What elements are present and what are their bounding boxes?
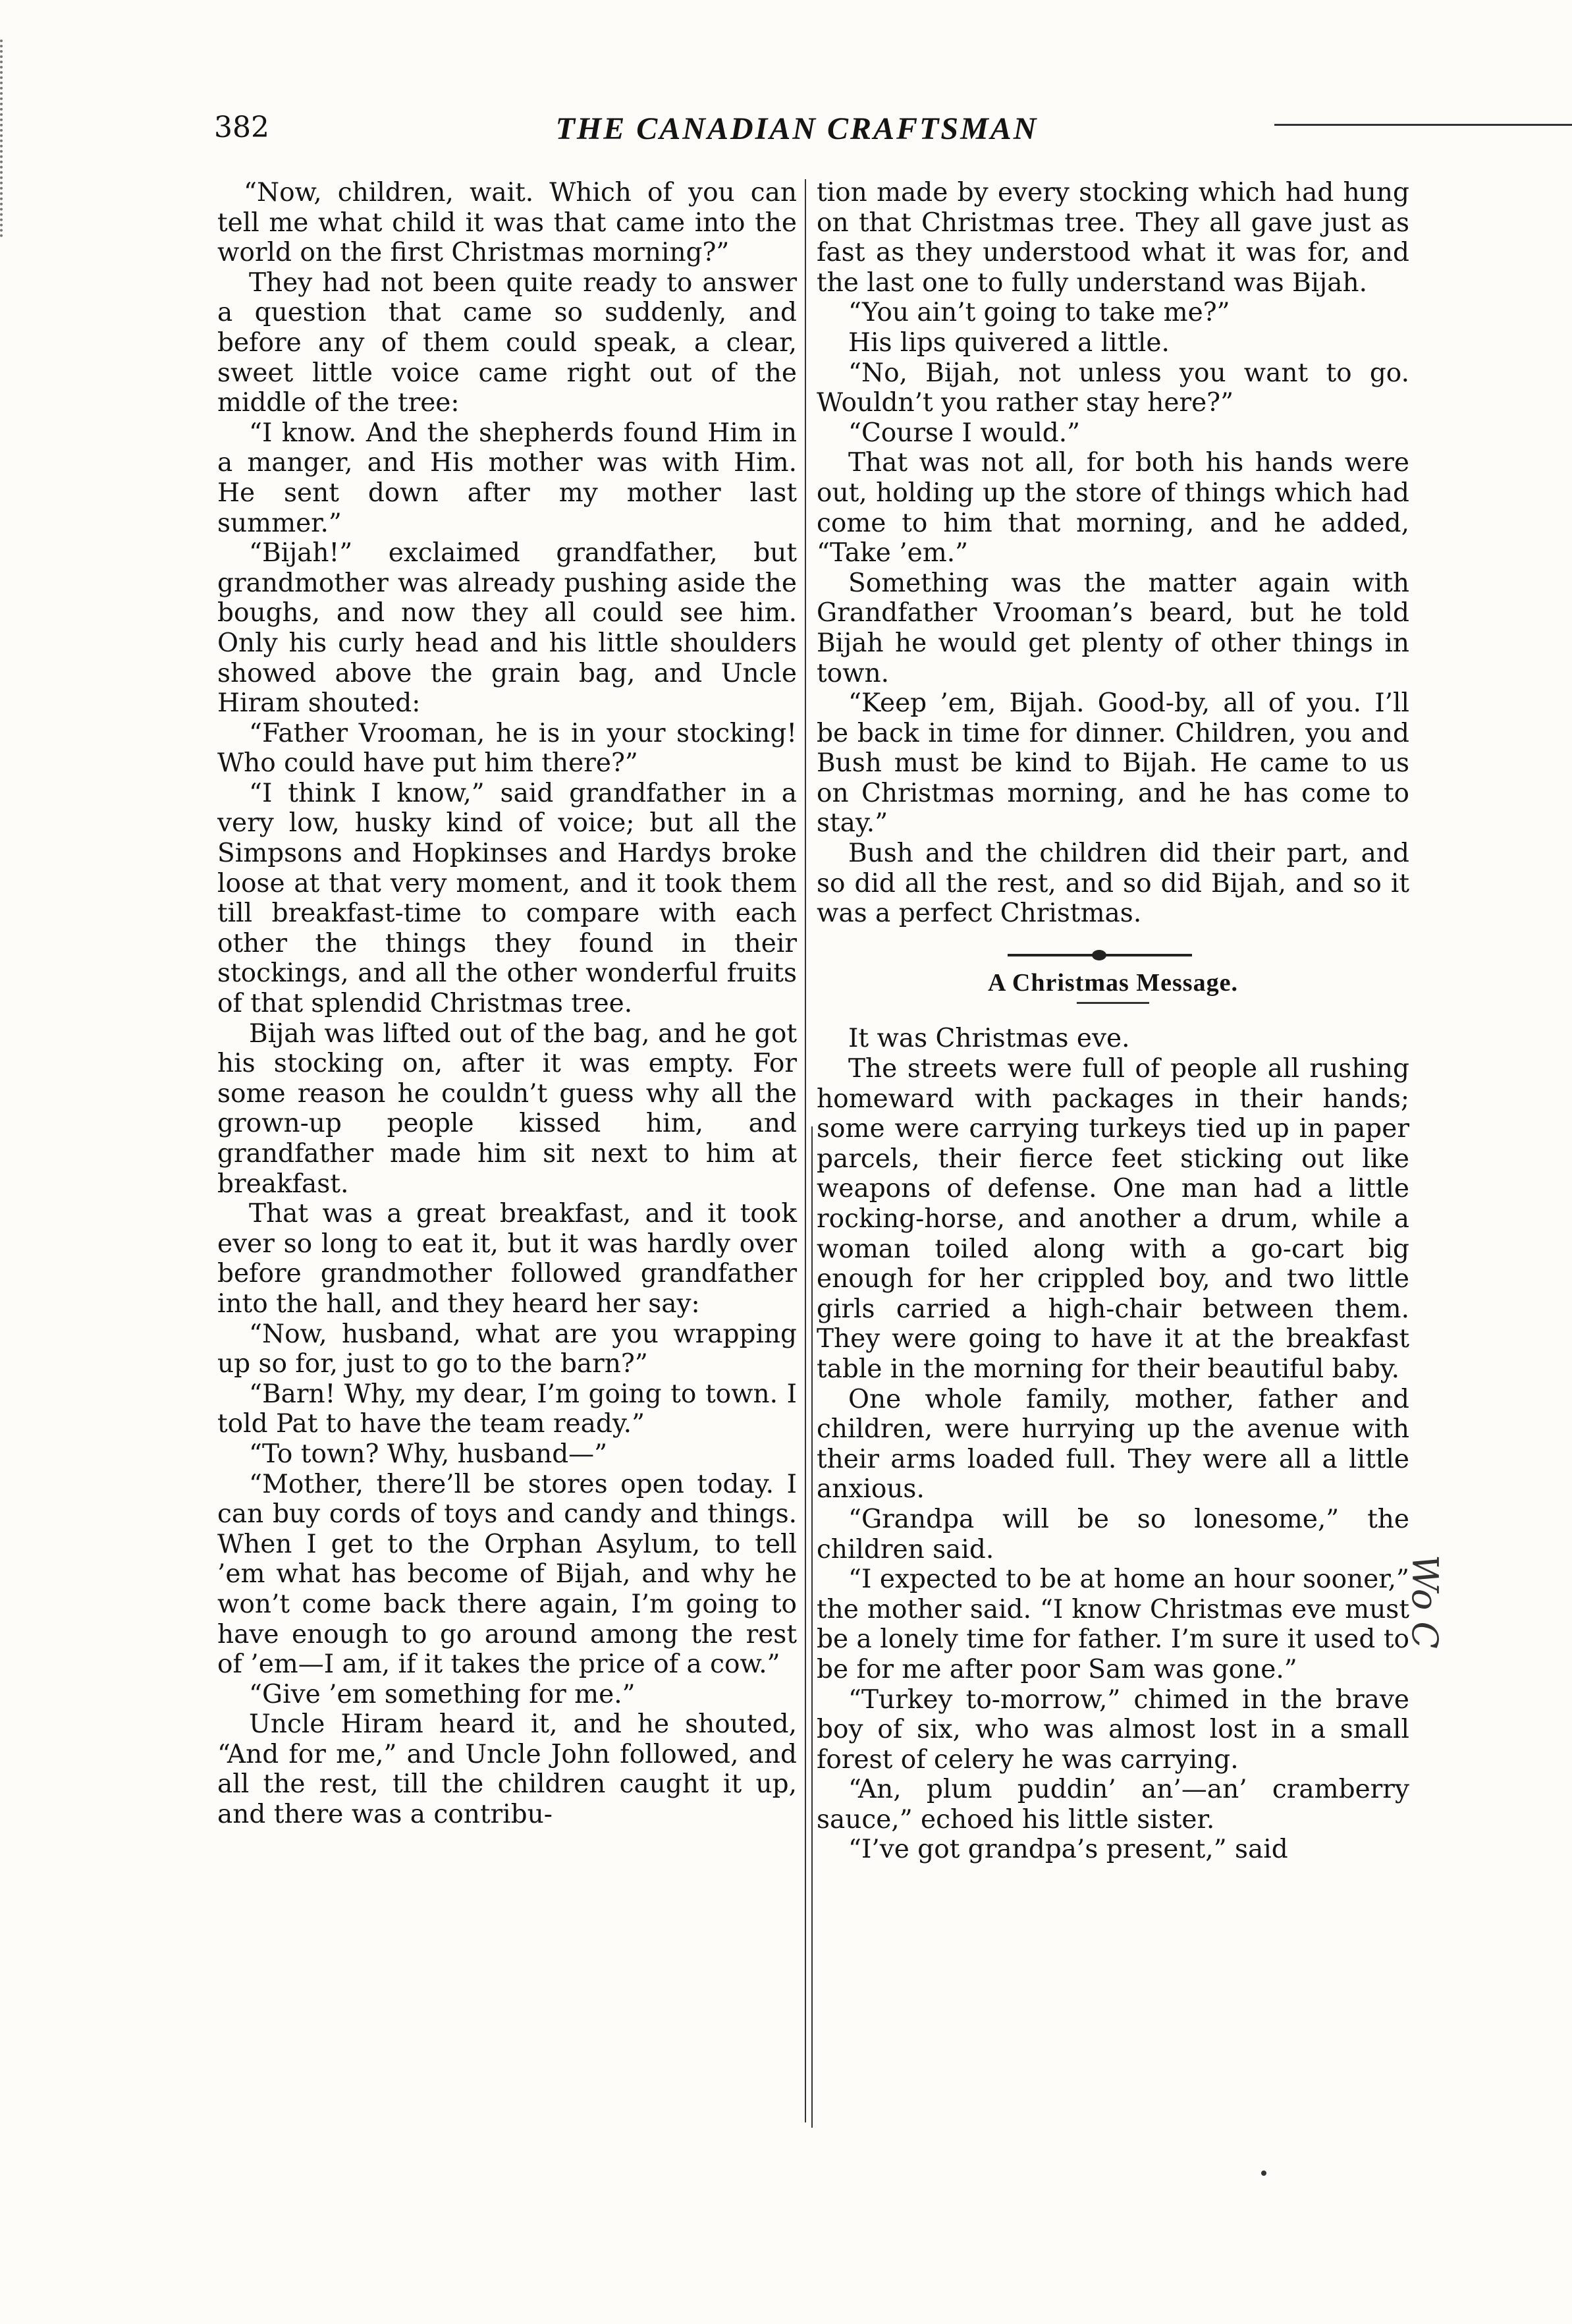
- paragraph: “Keep ’em, Bijah. Good-by, all of you. I’ll be back in time for dinner. Children, you and Bush must be kind to Bijah. He came to us on Christmas morning, and he has come to stay.”: [817, 688, 1409, 839]
- paragraph: Uncle Hiram heard it, and he shouted, “And for me,” and Uncle John followed, and all the rest, till the children caught it up, and there was a contribu-: [217, 1709, 797, 1830]
- paragraph: Bush and the children did their part, and so did all the rest, and so did Bijah, and so it was a perfect Christmas.: [817, 839, 1409, 929]
- paragraph: “I know. And the shepherds found Him in a manger, and His mother was with Him. He sent down after my mother last summer.”: [217, 418, 797, 538]
- page-header: [214, 111, 1380, 157]
- ornament-rule: [817, 946, 1409, 963]
- paragraph: tion made by every stocking which had hung on that Christmas tree. They all gave just as fast as they understood what it was for, and the last one to fully understand was Bijah.: [817, 178, 1409, 298]
- paragraph: “Grandpa will be so lonesome,” the children said.: [817, 1504, 1409, 1564]
- right-column: [817, 178, 1409, 1865]
- paragraph: That was a great breakfast, and it took ever so long to eat it, but it was hardly over before grandmother followed grandfather into the hall, and they heard her say:: [217, 1199, 797, 1319]
- paragraph: “Turkey to-morrow,” chimed in the brave boy of six, who was almost lost in a small forest of celery he was carrying.: [817, 1684, 1409, 1775]
- paragraph: They had not been quite ready to answer a question that came so suddenly, and before any of them could speak, a clear, sweet little voice came right out of the middle of the tree:: [217, 267, 797, 418]
- paragraph: “Now, husband, what are you wrapping up so for, just to go to the barn?”: [217, 1319, 797, 1379]
- paragraph: “Give ’em something for me.”: [249, 1679, 636, 1709]
- section-heading: A Christmas Message.: [988, 968, 1238, 997]
- paragraph: “Now, children, wait. Which of you can tell me what child it was that came into the world on the first Christmas morning?”: [217, 178, 797, 268]
- paragraph: “Bijah!” exclaimed grandfather, but grandmother was already pushing aside the boughs, and now they all could see him. Only his curly head and his little shoulders showed above the grain bag, and Uncle Hiram shouted:: [217, 538, 797, 719]
- paragraph: His lips quivered a little.: [848, 327, 1170, 358]
- paragraph: Bijah was lifted out of the bag, and he got his stocking on, after it was empty. For some reason he couldn’t guess why all the grown-up people kissed him, and grandfather made him sit next to him at breakfast.: [217, 1018, 797, 1199]
- column-divider: [805, 179, 806, 2122]
- paragraph: “I expected to be at home an hour sooner,” the mother said. “I know Christmas eve must be a lonely time for father. I’m sure it used to be for me after poor Sam was gone.”: [817, 1564, 1409, 1684]
- paragraph: “You ain’t going to take me?”: [848, 298, 1230, 328]
- paragraph: “No, Bijah, not unless you want to go. Wouldn’t you rather stay here?”: [817, 358, 1409, 418]
- handwritten-margin-note: Wo C: [1404, 1555, 1446, 1649]
- paragraph: “An, plum puddin’ an’—an’ cramberry sauce,” echoed his little sister.: [817, 1775, 1409, 1835]
- paragraph: “I think I know,” said grandfather in a very low, husky kind of voice; but all the Simpsons and Hopkinses and Hardys broke loose at that very moment, and it took them till breakfast-time to compare with each other the things they found in their stockings, and all the other wonderful fruits of that splendid Christmas tree.: [217, 778, 797, 1019]
- paragraph: That was not all, for both his hands were out, holding up the store of things which had come to him that morning, and he added, “Take ’em.”: [817, 448, 1409, 568]
- running-title: THE CANADIAN CRAFTSMAN: [555, 111, 1039, 146]
- scan-edge-marks: [0, 40, 16, 237]
- paragraph: The streets were full of people all rushing homeward with packages in their hands; some were carrying turkeys tied up in paper parcels, their fierce feet sticking out like weapons of defense. One man had a little rocking-horse, and another a drum, while a woman toiled along with a go-cart big enough for her crippled boy, and two little girls carried a high-chair between them. They were going to have it at the breakfast table in the morning for their beautiful baby.: [817, 1054, 1409, 1384]
- paragraph: One whole family, mother, father and children, were hurrying up the avenue with their arms loaded full. They were all a little anxious.: [817, 1384, 1409, 1505]
- paragraph: “Course I would.”: [848, 418, 1081, 448]
- paragraph: “Mother, there’ll be stores open today. I can buy cords of toys and candy and things. When I get to the Orphan Asylum, to tell ’em what has become of Bijah, and why he won’t come back there again, I’m going to have enough to go around among the rest of ’em—I am, if it takes the price of a cow.”: [217, 1469, 797, 1680]
- ink-speck: [1261, 2171, 1266, 2176]
- left-column: [217, 178, 797, 1830]
- paragraph: “Barn! Why, my dear, I’m going to town. I told Pat to have the team ready.”: [217, 1379, 797, 1439]
- paragraph: “I’ve got grandpa’s present,” said: [848, 1835, 1288, 1865]
- heading-underline: [1077, 1002, 1149, 1004]
- paragraph: “To town? Why, husband—”: [249, 1439, 608, 1469]
- column-divider-secondary: [811, 1126, 813, 2128]
- paragraph: It was Christmas eve.: [848, 1024, 1130, 1054]
- page-number: 382: [214, 111, 269, 144]
- paragraph: Something was the matter again with Grandfather Vrooman’s beard, but he told Bijah he would get plenty of other things in town.: [817, 568, 1409, 688]
- section-separator: [817, 946, 1409, 1005]
- paragraph: “Father Vrooman, he is in your stocking! Who could have put him there?”: [217, 718, 797, 779]
